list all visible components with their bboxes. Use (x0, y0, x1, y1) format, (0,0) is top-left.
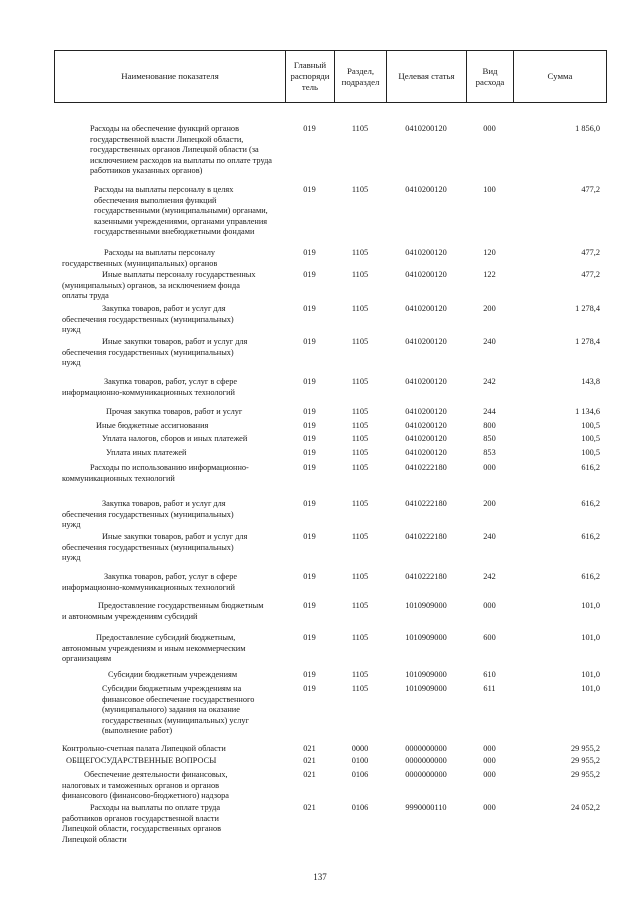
row-summa: 477,2 (581, 248, 600, 257)
row-razdel: 1105 (351, 670, 369, 679)
row-name (62, 185, 280, 238)
row-name-line: Липецкой области, государственных органов (62, 824, 222, 834)
row-razdel: 1105 (351, 633, 369, 642)
row-name-line: Уплата налогов, сборов и иных платежей (102, 434, 248, 443)
row-glavny: 019 (303, 499, 316, 508)
row-razdel: 0100 (351, 756, 369, 765)
row-razdel: 1105 (351, 185, 369, 194)
row-name-line: Расходы на обеспечение функций органов (90, 124, 239, 133)
row-celevaya: 0410200120 (405, 377, 447, 386)
row-name-line: государственных (муниципальных) услуг (102, 715, 249, 725)
row-name-line: Иные бюджетные ассигнования (96, 421, 209, 430)
row-razdel: 1105 (351, 448, 369, 457)
row-name (62, 572, 280, 593)
row-vid: 000 (483, 756, 496, 765)
page-number: 137 (313, 872, 327, 882)
row-name (62, 377, 280, 398)
row-vid: 000 (483, 770, 496, 779)
row-razdel: 1105 (351, 684, 369, 693)
row-name-line: коммуникационных технологий (62, 473, 175, 483)
row-razdel: 1105 (351, 421, 369, 430)
row-summa: 616,2 (581, 463, 600, 472)
row-razdel: 0106 (351, 770, 369, 779)
row-name (62, 304, 280, 336)
row-vid: 611 (483, 684, 496, 693)
row-name (62, 337, 280, 369)
row-vid: 200 (483, 304, 496, 313)
row-name (62, 744, 280, 755)
header-razdel: Раздел, подраздел (335, 51, 387, 103)
row-name-line: финансового (финансово-бюджетного) надзора (62, 791, 229, 801)
row-summa: 100,5 (581, 448, 600, 457)
row-vid: 240 (483, 337, 496, 346)
row-celevaya: 1010909000 (405, 601, 447, 610)
row-glavny: 019 (303, 421, 316, 430)
row-glavny: 019 (303, 407, 316, 416)
row-vid: 800 (483, 421, 496, 430)
row-summa: 143,8 (581, 377, 600, 386)
row-celevaya: 0410200120 (405, 407, 447, 416)
row-name (62, 463, 280, 484)
row-summa: 101,0 (581, 684, 600, 693)
row-summa: 29 955,2 (570, 756, 600, 765)
row-name-line: государственных органов Липецкой области (за (90, 145, 259, 155)
row-name-line: оплаты труда (62, 291, 109, 301)
row-glavny: 019 (303, 248, 316, 257)
row-name-line: государственной власти Липецкой области, (90, 134, 244, 144)
row-razdel: 0000 (351, 744, 369, 753)
row-name-line: Иные закупки товаров, работ и услуг для (102, 337, 248, 346)
row-name-line: Предоставление государственным бюджетным (98, 601, 264, 610)
row-razdel: 1105 (351, 270, 369, 279)
row-name-line: нужд (62, 358, 81, 368)
row-name-line: государственными внебюджетными фондами (94, 227, 255, 237)
row-name-line: работников органов государственной власти (62, 813, 219, 823)
row-name (62, 499, 280, 531)
row-summa: 1 278,4 (575, 337, 600, 346)
row-celevaya: 0410200120 (405, 337, 447, 346)
row-name-line: Субсидии бюджетным учреждениям на (102, 684, 242, 693)
row-celevaya: 0410200120 (405, 434, 447, 443)
row-vid: 100 (483, 185, 496, 194)
row-name-line: информационно-коммуникационных технологий (62, 582, 235, 592)
row-glavny: 021 (303, 756, 316, 765)
row-name-line: ОБЩЕГОСУДАРСТВЕННЫЕ ВОПРОСЫ (66, 756, 217, 765)
row-celevaya: 0410200120 (405, 304, 447, 313)
row-name-line: Субсидии бюджетным учреждениям (108, 670, 238, 679)
row-celevaya: 0410200120 (405, 185, 447, 194)
row-vid: 000 (483, 124, 496, 133)
row-name (62, 407, 280, 418)
row-name-line: (муниципальных) органов, за исключением фонда (62, 280, 240, 290)
row-vid: 000 (483, 744, 496, 753)
row-vid: 244 (483, 407, 496, 416)
row-summa: 1 856,0 (575, 124, 600, 133)
row-name-line: Расходы на выплаты персоналу в целях (94, 185, 234, 194)
row-name-line: Прочая закупка товаров, работ и услуг (106, 407, 243, 416)
row-razdel: 1105 (351, 407, 369, 416)
row-razdel: 1105 (351, 601, 369, 610)
row-celevaya: 0000000000 (405, 756, 447, 765)
row-razdel: 1105 (351, 434, 369, 443)
row-name-line: Предоставление субсидий бюджетным, (96, 633, 236, 642)
row-name (62, 421, 280, 432)
row-name-line: Закупка товаров, работ, услуг в сфере (104, 572, 238, 581)
row-name-line: Иные выплаты персоналу государственных (102, 270, 256, 279)
row-name-line: информационно-коммуникационных технологий (62, 387, 235, 397)
row-name-line: финансовое обеспечение государственного (102, 694, 255, 704)
row-glavny: 019 (303, 270, 316, 279)
row-summa: 477,2 (581, 270, 600, 279)
row-glavny: 019 (303, 532, 316, 541)
row-name (62, 124, 280, 177)
row-celevaya: 9990000110 (405, 803, 447, 812)
row-celevaya: 0410222180 (405, 499, 447, 508)
row-name-line: Расходы на выплаты по оплате труда (90, 803, 221, 812)
row-name-line: и автономным учреждениям субсидий (62, 611, 198, 621)
row-glavny: 019 (303, 434, 316, 443)
row-name-line: Закупка товаров, работ и услуг для (102, 304, 226, 313)
row-vid: 000 (483, 601, 496, 610)
row-glavny: 019 (303, 304, 316, 313)
header-glavny: Главный распоряди тель (286, 51, 335, 103)
row-name-line: работников указанных органов) (90, 166, 203, 176)
row-name-line: налоговых и таможенных органов и органов (62, 780, 220, 790)
row-glavny: 019 (303, 670, 316, 679)
row-name-line: (выполнение работ) (102, 726, 173, 736)
row-name (62, 684, 280, 737)
row-name-line: автономным учреждениям и иным некоммерческим (62, 643, 246, 653)
row-name-line: обеспечения государственных (муниципальных) (62, 509, 234, 519)
row-summa: 24 052,2 (570, 803, 600, 812)
header-summa: Сумма (514, 51, 607, 103)
row-celevaya: 1010909000 (405, 670, 447, 679)
row-celevaya: 0410200120 (405, 421, 447, 430)
row-glavny: 019 (303, 633, 316, 642)
row-glavny: 021 (303, 803, 316, 812)
row-vid: 000 (483, 463, 496, 472)
row-name (62, 448, 280, 459)
row-name (62, 803, 280, 845)
row-summa: 101,0 (581, 633, 600, 642)
row-summa: 29 955,2 (570, 770, 600, 779)
row-name-line: государственными (муниципальными) органами, (94, 206, 268, 216)
row-summa: 101,0 (581, 601, 600, 610)
row-glavny: 019 (303, 448, 316, 457)
row-glavny: 021 (303, 744, 316, 753)
row-name-line: нужд (62, 553, 81, 563)
row-summa: 616,2 (581, 499, 600, 508)
row-name-line: Иные закупки товаров, работ и услуг для (102, 532, 248, 541)
row-name-line: нужд (62, 520, 81, 530)
row-razdel: 1105 (351, 248, 369, 257)
row-glavny: 019 (303, 185, 316, 194)
row-name-line: Обеспечение деятельности финансовых, (84, 770, 228, 779)
row-name-line: обеспечения государственных (муниципальных) (62, 314, 234, 324)
row-name (62, 756, 280, 767)
row-razdel: 1105 (351, 463, 369, 472)
row-glavny: 019 (303, 463, 316, 472)
row-summa: 100,5 (581, 434, 600, 443)
row-celevaya: 0410200120 (405, 448, 447, 457)
row-vid: 242 (483, 377, 496, 386)
row-name (62, 248, 280, 269)
row-celevaya: 0410200120 (405, 248, 447, 257)
row-summa: 100,5 (581, 421, 600, 430)
row-razdel: 1105 (351, 124, 369, 133)
row-glavny: 021 (303, 770, 316, 779)
header-celevaya: Целевая статья (387, 51, 467, 103)
row-name-line: обеспечения государственных (муниципальных) (62, 542, 234, 552)
row-vid: 850 (483, 434, 496, 443)
row-celevaya: 0000000000 (405, 770, 447, 779)
row-vid: 000 (483, 803, 496, 812)
row-glavny: 019 (303, 337, 316, 346)
row-name-line: нужд (62, 325, 81, 335)
row-name (62, 770, 280, 802)
row-name-line: Уплата иных платежей (106, 448, 187, 457)
row-name (62, 670, 280, 681)
row-razdel: 1105 (351, 532, 369, 541)
row-razdel: 1105 (351, 337, 369, 346)
table-header (54, 50, 607, 103)
row-name (62, 633, 280, 665)
row-glavny: 019 (303, 124, 316, 133)
row-celevaya: 1010909000 (405, 633, 447, 642)
row-name (62, 270, 280, 302)
row-name-line: организациям (62, 654, 112, 664)
row-vid: 122 (483, 270, 496, 279)
row-name-line: обеспечения выполнения функций (94, 195, 217, 205)
row-vid: 240 (483, 532, 496, 541)
row-summa: 477,2 (581, 185, 600, 194)
row-celevaya: 0410222180 (405, 463, 447, 472)
row-name (62, 532, 280, 564)
row-vid: 853 (483, 448, 496, 457)
row-celevaya: 0000000000 (405, 744, 447, 753)
row-name-line: (муниципального) задания на оказание (102, 705, 240, 715)
row-name-line: казенными учреждениями, органами управления (94, 216, 268, 226)
row-razdel: 0106 (351, 803, 369, 812)
row-summa: 101,0 (581, 670, 600, 679)
row-celevaya: 0410200120 (405, 270, 447, 279)
header-vid: Вид расхода (467, 51, 514, 103)
header-name: Наименование показателя (55, 51, 286, 103)
row-glavny: 019 (303, 377, 316, 386)
row-summa: 616,2 (581, 572, 600, 581)
row-name-line: Расходы по использованию информационно- (90, 463, 249, 472)
row-summa: 29 955,2 (570, 744, 600, 753)
row-razdel: 1105 (351, 572, 369, 581)
row-glavny: 019 (303, 572, 316, 581)
row-glavny: 019 (303, 601, 316, 610)
row-razdel: 1105 (351, 499, 369, 508)
row-summa: 1 134,6 (575, 407, 600, 416)
row-razdel: 1105 (351, 377, 369, 386)
row-celevaya: 0410222180 (405, 532, 447, 541)
row-name-line: обеспечения государственных (муниципальных) (62, 347, 234, 357)
row-name-line: Закупка товаров, работ и услуг для (102, 499, 226, 508)
row-name-line: исключением расходов на выплаты по оплате труда (90, 155, 272, 165)
row-name-line: Контрольно-счетная палата Липецкой области (62, 744, 226, 753)
row-name-line: Закупка товаров, работ, услуг в сфере (104, 377, 238, 386)
row-name (62, 601, 280, 622)
row-vid: 610 (483, 670, 496, 679)
row-vid: 120 (483, 248, 496, 257)
row-celevaya: 0410200120 (405, 124, 447, 133)
row-name-line: Липецкой области (62, 834, 127, 844)
row-vid: 242 (483, 572, 496, 581)
row-name-line: государственных (муниципальных) органов (62, 258, 218, 268)
row-vid: 600 (483, 633, 496, 642)
row-celevaya: 0410222180 (405, 572, 447, 581)
row-glavny: 019 (303, 684, 316, 693)
row-celevaya: 1010909000 (405, 684, 447, 693)
row-summa: 616,2 (581, 532, 600, 541)
row-name (62, 434, 280, 445)
row-name-line: Расходы на выплаты персоналу (104, 248, 216, 257)
row-summa: 1 278,4 (575, 304, 600, 313)
row-vid: 200 (483, 499, 496, 508)
row-razdel: 1105 (351, 304, 369, 313)
